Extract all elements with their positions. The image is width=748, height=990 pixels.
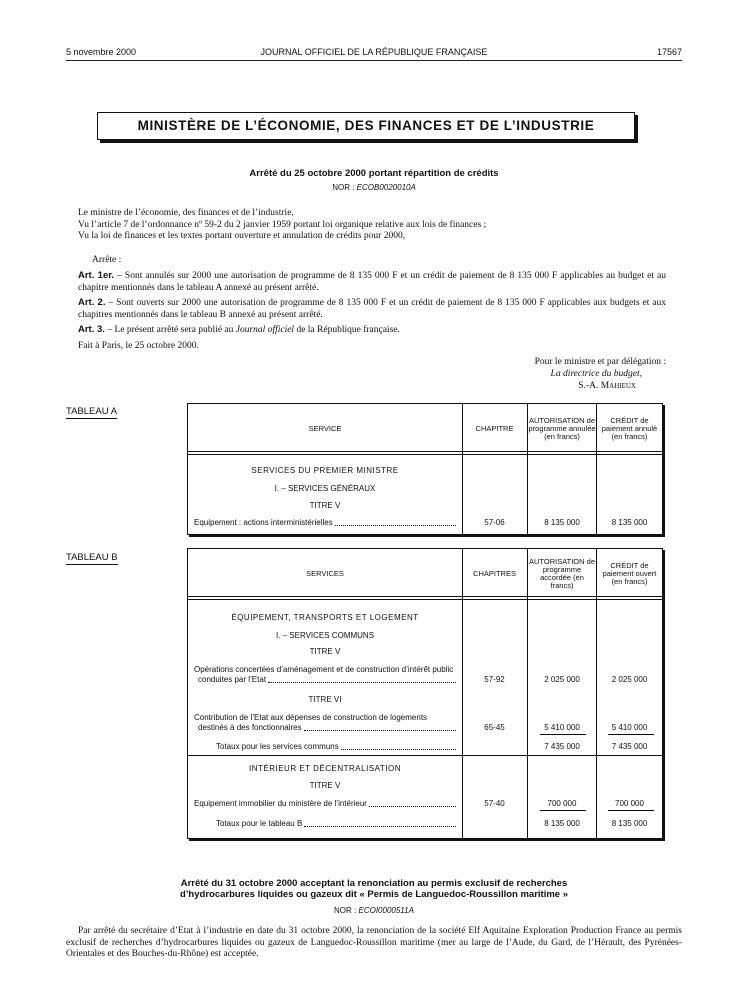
tableau-a-header-autorisation: AUTORISATION de programme annulée (en francs) [528, 416, 596, 441]
tableau-b-row-3-autorisation: 700 000 [547, 799, 577, 808]
tableau-a-row-chapitre: 57-06 [484, 518, 505, 527]
signature-line-2: La directrice du budget, [550, 369, 642, 379]
intro-line-1: Le ministre de l’économie, des finances et de l’industrie, [78, 208, 294, 218]
tableau-a-row [194, 518, 456, 527]
header-journal-title: JOURNAL OFFICIEL DE LA RÉPUBLIQUE FRANÇAISE [260, 47, 488, 57]
tableau-b-row-3-chapitre: 57-40 [484, 799, 505, 808]
tableau-b-header-service: SERVICES [306, 569, 344, 578]
tableau-a-titre: TITRE V [309, 501, 341, 510]
tableau-b-header-chapitre: CHAPITRES [473, 569, 516, 578]
header-date: 5 novembre 2000 [66, 47, 137, 57]
tableau-b-row-2-line-2: destinés à des fonctionnaires [198, 723, 302, 732]
tableau-b-row-1-line-1: Opérations concertées d’aménagement et de construction d’intérêt public [194, 665, 454, 674]
tableau-b [187, 548, 663, 839]
tableau-a-label: TABLEAU A [66, 406, 118, 417]
tableau-b-row-1-chapitre: 57-92 [484, 675, 505, 684]
arrete-1-nor [0, 183, 748, 192]
article-3-italic: Journal officiel [235, 325, 295, 335]
nor-label: NOR : [332, 183, 355, 192]
tableau-b-section-divider [188, 755, 662, 756]
article-2-text: – Sont ouverts sur 2000 une autorisation de programme de 8 135 000 F et un crédit de paiement de 8 135 000 F applicables aux budgets et aux chapitres mentionnés dans le tableau B annexé au présent arrêté. [78, 298, 666, 320]
tableau-b-row-1-autorisation: 2 025 000 [544, 675, 580, 684]
tableau-b-titre-3: TITRE V [309, 781, 341, 790]
tableau-b-row-2-credit: 5 410 000 [611, 723, 648, 732]
tableau-b-totaux-services-label: Totaux pour les services communs [216, 742, 339, 751]
arrete-1-title: Arrêté du 25 octobre 2000 portant répartition de crédits [249, 168, 499, 179]
tableau-b-subsection-1: I. – SERVICES COMMUNS [275, 631, 375, 640]
header-page-number: 17567 [656, 47, 682, 57]
article-1 [78, 270, 666, 294]
tableau-b-row-2-line-1: Contribution de l’Etat aux dépenses de construction de logements [194, 713, 428, 722]
arrete-2-title-line-2: d’hydrocarbures liquides ou gazeux dit « Permis de Languedoc-Roussillon maritime » [179, 889, 568, 900]
tableau-b-header-credit: CRÉDIT de paiement ouvert (en francs) [602, 561, 657, 586]
tableau-b-label: TABLEAU B [66, 552, 118, 563]
signature-line-1: Pour le ministre et par délégation : [534, 357, 666, 367]
tableau-b-totaux-tableau [216, 819, 456, 828]
article-2 [78, 297, 666, 321]
arrete-2-nor [0, 906, 748, 915]
tableau-b-row-3-credit: 700 000 [615, 799, 644, 808]
article-3-text-b: de la République française. [294, 325, 400, 335]
tableau-a-section: SERVICES DU PREMIER MINISTRE [251, 466, 399, 475]
tableau-b-row-2 [198, 723, 456, 732]
nor-label-2: NOR : [334, 906, 357, 915]
tableau-b-row-3 [194, 799, 456, 808]
tableau-b-row-3-label: Equipement immobilier du ministère de l’intérieur [194, 799, 367, 808]
intro-paragraph [78, 208, 666, 243]
article-1-label: Art. 1er. [78, 270, 115, 281]
nor-code: ECOB0020010A [356, 183, 416, 192]
article-3-text-a: – Le présent arrêté sera publié au [104, 325, 236, 335]
intro-line-3: Vu la loi de finances et les textes portant ouverture et annulation de crédits pour 2000, [78, 231, 406, 241]
tableau-b-totaux-services-credit: 7 435 000 [611, 742, 648, 751]
tableau-b-titre-2: TITRE VI [308, 695, 342, 704]
tableau-a-subsection: I. – SERVICES GÉNÉRAUX [274, 484, 376, 493]
header-rule [66, 60, 682, 61]
article-3-label: Art. 3. [78, 324, 105, 335]
tableau-b-totaux-services [216, 742, 456, 751]
fait-a-paris: Fait à Paris, le 25 octobre 2000. [78, 341, 199, 351]
tableau-b-row-1-credit: 2 025 000 [611, 675, 648, 684]
arrete-word: Arrête : [92, 255, 122, 265]
article-1-text: – Sont annulés sur 2000 une autorisation de programme de 8 135 000 F et un crédit de paiement de 8 135 000 F applicables au budget et au chapitre mentionnés dans le tableau A annexé au présent arrêté. [78, 271, 666, 293]
tableau-a-row-label: Equipement : actions interministérielles [194, 518, 333, 527]
tableau-a-header-credit: CRÉDIT de paiement annulé (en francs) [601, 416, 658, 441]
tableau-a-row-credit: 8 135 000 [611, 518, 648, 527]
tableau-a-row-autorisation: 8 135 000 [544, 518, 580, 527]
ministry-banner: MINISTÈRE DE L’ÉCONOMIE, DES FINANCES ET DE L’INDUSTRIE [97, 112, 635, 140]
tableau-b-totaux-services-autorisation: 7 435 000 [544, 742, 580, 751]
tableau-b-totaux-tableau-label: Totaux pour le tableau B [216, 819, 303, 828]
arrete-2-title [0, 878, 748, 900]
tableau-b-section-2: INTÉRIEUR ET DÉCENTRALISATION [249, 764, 401, 773]
tableau-a-header-service: SERVICE [308, 424, 342, 433]
tableau-a-header-chapitre: CHAPITRE [475, 424, 514, 433]
tableau-b-row-1-line-2: conduites par l’Etat [198, 675, 267, 684]
tableau-b-titre-1: TITRE V [309, 647, 341, 656]
article-3 [78, 324, 666, 337]
tableau-b-row-1 [198, 675, 456, 684]
tableau-b-header-autorisation: AUTORISATION de programme accordée (en francs) [529, 557, 595, 590]
signature-line-3: S.-A. Mahieux [578, 381, 636, 391]
arrete-2-title-line-1: Arrêté du 31 octobre 2000 acceptant la renonciation au permis exclusif de recherches [180, 878, 568, 889]
tableau-b-totaux-tableau-autorisation: 8 135 000 [544, 819, 580, 828]
nor-code-2: ECOI0000511A [358, 906, 414, 915]
intro-line-2: Vu l’article 7 de l’ordonnance nº 59-2 du 2 janvier 1959 portant loi organique relative aux lois de finances ; [78, 219, 487, 230]
tableau-b-row-2-autorisation: 5 410 000 [544, 723, 580, 732]
tableau-b-section-1: ÉQUIPEMENT, TRANSPORTS ET LOGEMENT [231, 613, 419, 622]
tableau-b-totaux-tableau-credit: 8 135 000 [611, 819, 648, 828]
tableau-b-row-2-chapitre: 65-45 [484, 723, 505, 732]
article-2-label: Art. 2. [78, 297, 106, 308]
arrete-2-body: Par arrêté du secrétaire d’Etat à l’industrie en date du 31 octobre 2000, la renonciation de la société Elf Aquitaine Exploration Production France au permis exclusif de recherches d’hydrocarbures liquides ou gazeux de Languedoc-Roussillon maritime (mer au large de l’Aude, du Gard, de l’Hérault, des Pyrénées-Orientales et des Bouches-du-Rhône) est acceptée. [66, 926, 682, 959]
tableau-a [187, 403, 663, 535]
